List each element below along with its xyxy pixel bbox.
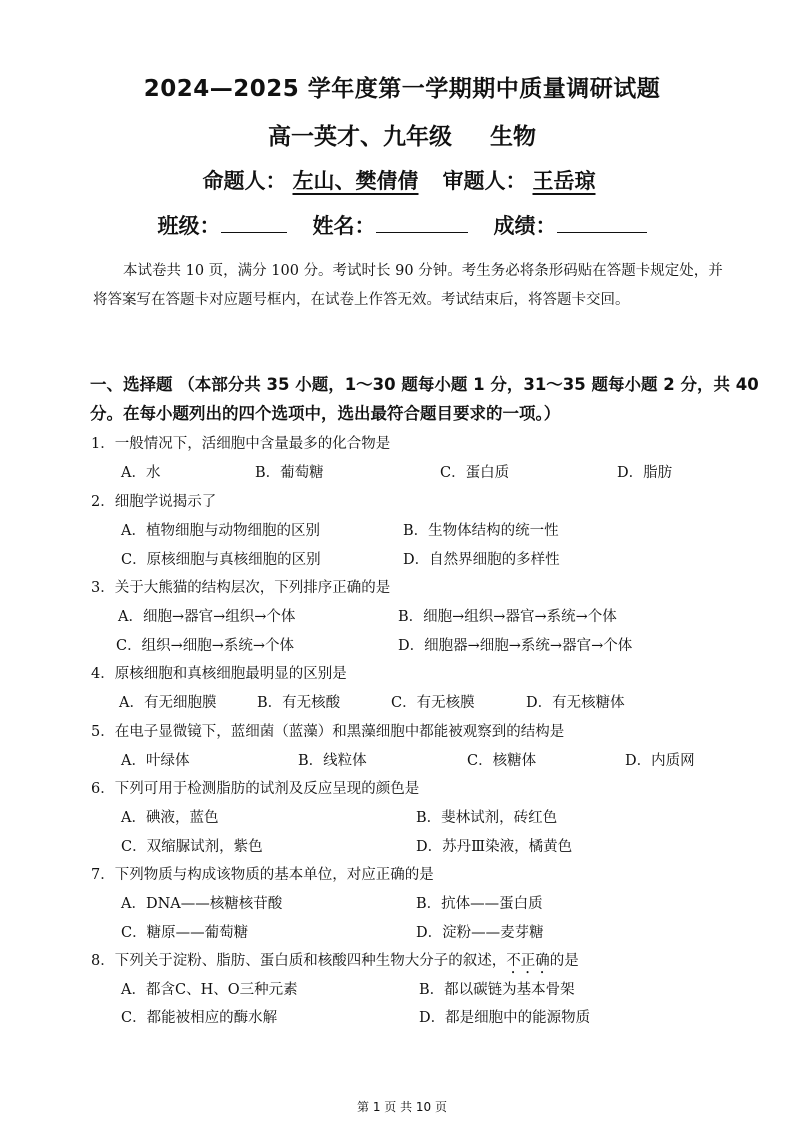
option-c: C．糖原——葡萄糖 — [121, 925, 249, 941]
author-label: 命题人： — [202, 169, 287, 193]
question-stem: 2．细胞学说揭示了 — [91, 494, 217, 510]
option-c: C．组织→细胞→系统→个体 — [116, 638, 295, 654]
reviewer-label: 审题人： — [442, 169, 527, 193]
page-number: 第 1 页 共 10 页 — [357, 1100, 447, 1114]
option-b: B．细胞→组织→器官→系统→个体 — [398, 609, 617, 625]
question-stem: 7．下列物质与构成该物质的基本单位，对应正确的是 — [91, 867, 434, 883]
option-c: C．核糖体 — [467, 753, 537, 769]
score-blank[interactable] — [557, 214, 647, 233]
option-d: D．内质网 — [625, 753, 695, 769]
exam-title: 2024—2025 学年度第一学期期中质量调研试题 — [143, 76, 661, 102]
option-c: C．原核细胞与真核细胞的区别 — [121, 552, 321, 568]
option-d: D．脂肪 — [617, 465, 673, 481]
option-c: C．蛋白质 — [440, 465, 510, 481]
option-b: B．斐林试剂，砖红色 — [416, 810, 558, 826]
name-label: 姓名： — [312, 214, 376, 238]
subject-label: 生物 — [490, 124, 536, 150]
option-d: D．苏丹Ⅲ染液，橘黄色 — [416, 839, 573, 855]
score-label: 成绩： — [493, 214, 557, 238]
authors-line — [0, 165, 804, 195]
question-stem: 6．下列可用于检测脂肪的试剂及反应呈现的颜色是 — [91, 781, 420, 797]
student-info-line — [0, 210, 804, 240]
class-blank[interactable] — [221, 214, 287, 233]
option-d: D．自然界细胞的多样性 — [403, 552, 560, 568]
question-stem: 3．关于大熊猫的结构层次，下列排序正确的是 — [91, 580, 391, 596]
option-b: B．有无核酸 — [257, 695, 341, 711]
option-a: A．DNA——核糖核苷酸 — [121, 896, 283, 912]
option-a: A．碘液，蓝色 — [121, 810, 219, 826]
section-heading: 一、选择题 （本部分共 35 小题，1～30 题每小题 1 分，31～35 题每小题 2 分，共 40 分。在每小题列出的四个选项中，选出最符合题目要求的一项。） — [90, 375, 759, 423]
option-d: D．细胞器→细胞→系统→器官→个体 — [398, 638, 633, 654]
exam-instructions: 本试卷共 10 页，满分 100 分。考试时长 90 分钟。考生务必将条形码贴在答题卡规定处，并将答案写在答题卡对应题号框内，在试卷上作答无效。考试结束后，将答题卡交回。 — [93, 263, 723, 308]
option-b: B．抗体——蛋白质 — [416, 896, 543, 912]
option-b: B．葡萄糖 — [255, 465, 324, 481]
option-d: D．有无核糖体 — [526, 695, 625, 711]
option-a: A．细胞→器官→组织→个体 — [118, 609, 296, 625]
option-b: B．都以碳链为基本骨架 — [419, 982, 575, 998]
question-stem: 1．一般情况下，活细胞中含量最多的化合物是 — [91, 436, 391, 452]
question-stem-text: 8．下列关于淀粉、脂肪、蛋白质和核酸四种生物大分子的叙述， — [91, 953, 507, 969]
question-stem: 4．原核细胞和真核细胞最明显的区别是 — [91, 666, 347, 682]
author-names: 左山、樊倩倩 — [292, 169, 419, 193]
question-stem-tail: 的是 — [549, 953, 579, 969]
class-label: 班级： — [157, 214, 221, 238]
option-b: B．线粒体 — [298, 753, 367, 769]
option-c: C．双缩脲试剂，紫色 — [121, 839, 263, 855]
option-c: C．有无核膜 — [391, 695, 475, 711]
question-stem — [91, 949, 579, 977]
option-a: A．都含C、H、O三种元素 — [121, 982, 298, 998]
name-blank[interactable] — [376, 214, 468, 233]
option-c: C．都能被相应的酶水解 — [121, 1010, 278, 1026]
option-a: A．水 — [121, 465, 161, 481]
option-a: A．叶绿体 — [121, 753, 190, 769]
grade-label: 高一英才、九年级 — [268, 124, 452, 150]
exam-subtitle — [0, 118, 804, 151]
question-stem: 5．在电子显微镜下，蓝细菌（蓝藻）和黑藻细胞中都能被观察到的结构是 — [91, 724, 565, 740]
question-stem-emphasis: 不正确 — [506, 953, 550, 969]
option-a: A．有无细胞膜 — [119, 695, 217, 711]
option-b: B．生物体结构的统一性 — [403, 523, 559, 539]
option-d: D．淀粉——麦芽糖 — [416, 925, 544, 941]
option-a: A．植物细胞与动物细胞的区别 — [121, 523, 320, 539]
option-d: D．都是细胞中的能源物质 — [419, 1010, 591, 1026]
reviewer-name: 王岳琼 — [532, 169, 596, 193]
